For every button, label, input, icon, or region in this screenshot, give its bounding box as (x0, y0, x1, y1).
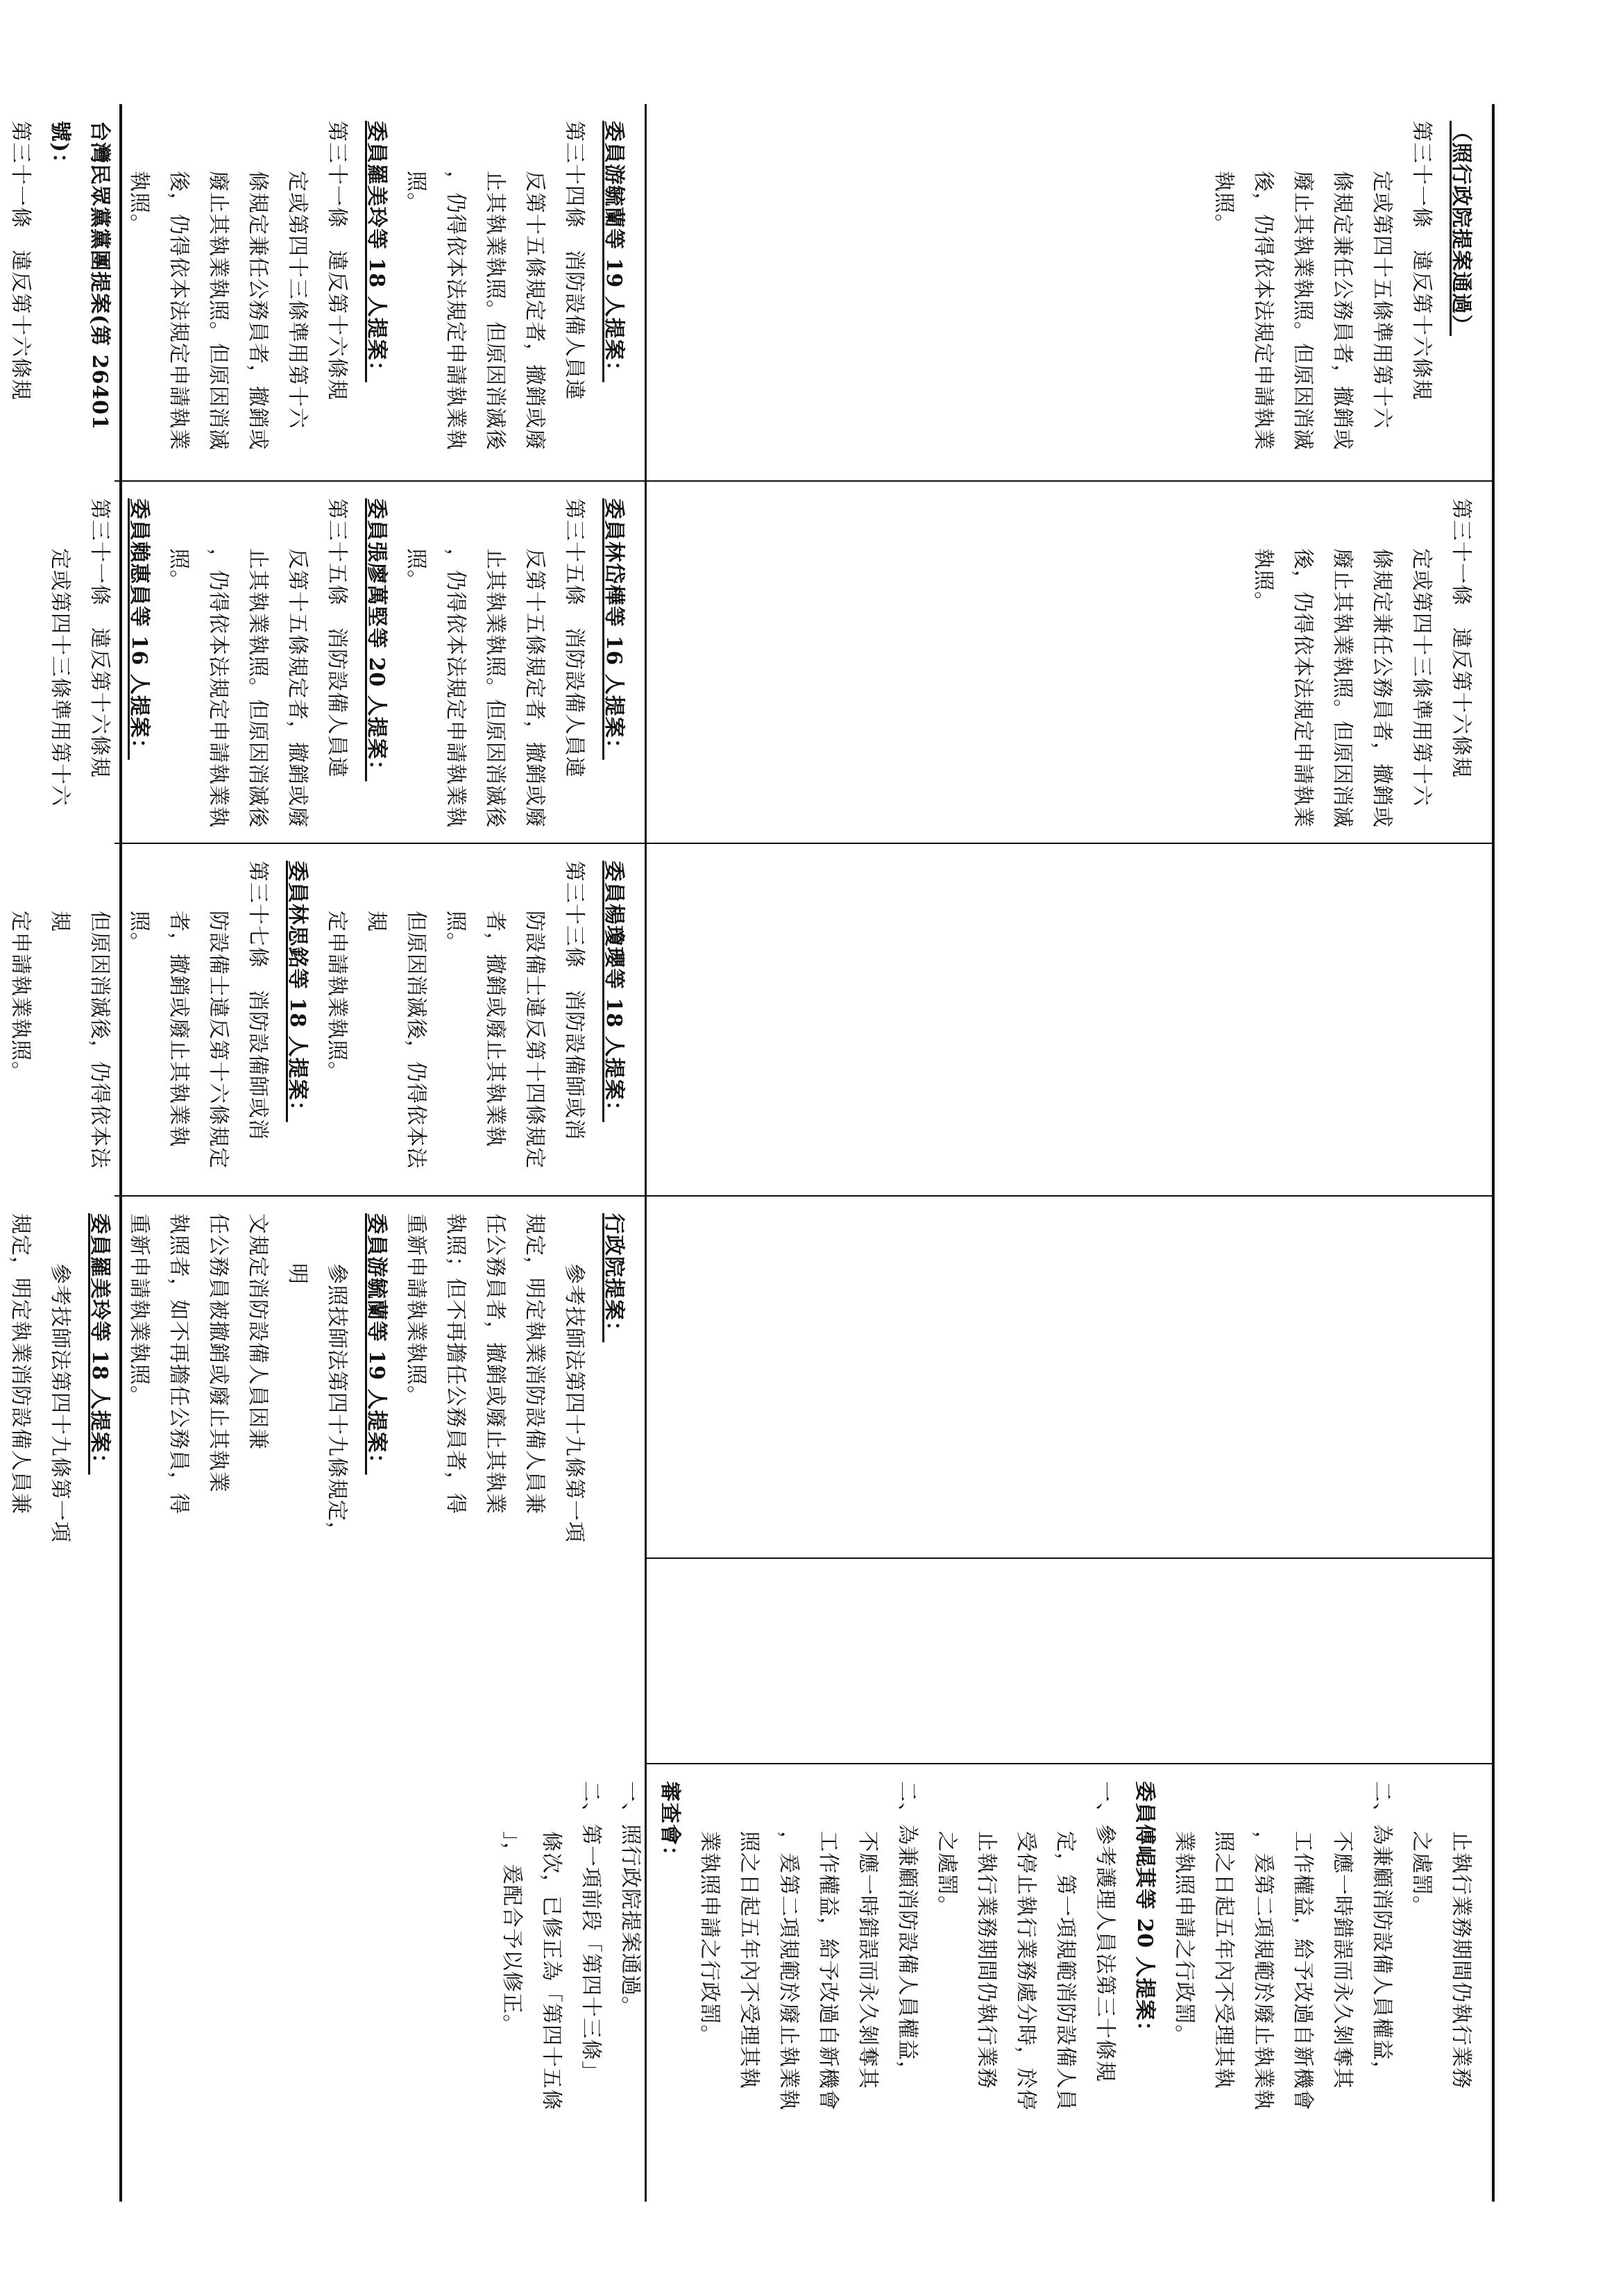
article-line: 第三十一條 違反第十六條規 (1449, 498, 1473, 778)
explanation-line: 二、為兼顧消防設備人員權益， (895, 1781, 919, 2082)
article-line: 執照。 (127, 171, 151, 235)
cell-executive-proposal (647, 482, 1492, 844)
explanation-line: 規定，明定執業消防設備人員兼 (8, 1213, 33, 1514)
explanation-line: 參考技師法第四十九條第一項 (48, 1263, 72, 1543)
proposer-heading: 委員張廖萬堅等 20 人提案： (364, 498, 389, 782)
explanation-line: 二、第一項前段「第四十三條」 (579, 1781, 603, 2082)
article-line: ，仍得依本法規定申請執業執 (206, 548, 230, 828)
explanation-line: 止執行業務期間仍執行業務 (974, 1831, 999, 2089)
article-line: 反第十五條規定者，撤銷或廢 (285, 548, 309, 828)
article-line: 定或第四十三條準用第十六 (48, 548, 72, 807)
explanation-line: 條次，已修正為「第四十五條 (539, 1831, 563, 2111)
explanation-line: 規定，明定執業消防設備人員兼 (522, 1213, 547, 1514)
proposer-heading: 委員游毓蘭等 19 人提案： (364, 1213, 389, 1475)
proposer-heading (0, 861, 1, 1181)
article-line: 反第十五條規定者，撤銷或廢 (522, 171, 547, 450)
explanation-line: 執照；但不再擔任公務員者，得 (443, 1213, 468, 1514)
explanation-line: 照之日起五年內不受理其執 (1212, 1831, 1236, 2089)
review-heading: 審查會： (658, 1781, 682, 1867)
article-line: 止其執業執照。但原因消滅後 (483, 171, 507, 450)
explanation-line (0, 1213, 1, 1545)
cell-passed-text (647, 104, 1492, 482)
explanation-line: 文規定消防設備人員因兼 (246, 1213, 270, 1450)
explanation-line: 業執照申請之行政罰。 (1172, 1831, 1196, 2046)
article-line: 廢止其執業執照。但原因消滅 (1291, 171, 1315, 450)
proposer-heading: 委員傅崐萁等 20 人提案： (1132, 1781, 1157, 2043)
article-line: 但原因消滅後，仍得依本法規 (364, 911, 428, 1169)
cell-empty (647, 1559, 1492, 1764)
article-line: 條規定兼任公務員者，撤銷或 (1370, 548, 1394, 828)
explanation-line: 照之日起五年內不受理其執 (737, 1831, 761, 2089)
proposer-heading: 號)： (48, 121, 72, 175)
explanation-line: 工作權益，給予改過自新機會 (816, 1831, 840, 2111)
article-line: 照。 (404, 171, 428, 214)
article-line: 廢止其執業執照。但原因消滅 (1330, 548, 1354, 828)
article-line: 反第十五條規定者，撤銷或廢 (522, 548, 547, 828)
article-line: 定申請執業執照。 (325, 911, 349, 1083)
article-line: 第三十五條 消防設備人員違 (562, 498, 586, 778)
article-line: 照。 (167, 548, 191, 591)
article-line: 定或第四十三條準用第十六 (1409, 548, 1434, 807)
cell-proposals-b (48, 482, 645, 844)
article-line: 第三十一條 違反第十六條規 (1409, 121, 1434, 400)
explanation-line: 不應一時錯誤而永久剝奪其 (1330, 1831, 1354, 2089)
explanation-line: 參照技師法第四十九條規定，明 (285, 1263, 349, 1543)
explanation-line: 不應一時錯誤而永久剝奪其 (856, 1831, 880, 2089)
explanation-line: 重新申請執業執照。 (127, 1213, 151, 1407)
article-line: 執照。 (1251, 548, 1275, 613)
article-line: 第三十一條 違反第十六條規 (325, 121, 349, 400)
article-line: 後，仍得依本法規定申請執業 (1291, 548, 1315, 828)
article-line: 止其執業執照。但原因消滅後 (246, 548, 270, 828)
explanation-line: 二、為兼顧消防設備人員權益， (1370, 1781, 1394, 2082)
explanation-line: ，爰第二項規範於廢止執業執 (776, 1831, 801, 2111)
explanation-line: 執照者，如不再擔任公務員，得 (167, 1213, 191, 1514)
cell-empty (647, 844, 1492, 1197)
explanation-line: 受停止執行業務處分時，於停 (1014, 1831, 1038, 2111)
explanation-line: 一、照行政院提案通過。 (618, 1781, 643, 2018)
explanation-line: 任公務員被撤銷或廢止其執業 (206, 1213, 230, 1493)
article-line: 後，仍得依本法規定申請執業 (167, 171, 191, 450)
article-line: ，仍得依本法規定申請執業執 (443, 171, 468, 450)
article-line: 防設備士違反第十六條規定 (206, 911, 230, 1169)
proposer-heading: 委員楊瓊瓔等 18 人提案： (602, 861, 626, 1122)
explanation-line: 定，第一項規範消防設備人員 (1053, 1831, 1078, 2111)
article-line: 後，仍得依本法規定申請執業 (1251, 171, 1275, 450)
explanation-line: ，爰第二項規範於廢止執業執 (1251, 1831, 1275, 2111)
proposer-heading: 台灣民眾黨黨團提案(第 26401 (87, 121, 112, 431)
article-line: 條規定兼任公務員者，撤銷或 (246, 171, 270, 450)
article-line: 定申請執業執照。 (8, 911, 33, 1083)
cell-proposals-a (8, 104, 645, 482)
explanation-line: 止執行業務期間仍執行業務 (1449, 1831, 1473, 2089)
explanation-line: 參考技師法第四十九條第一項 (562, 1263, 586, 1543)
table-row-lower (8, 104, 647, 2202)
article-line: ，仍得依本法規定申請執業執 (443, 548, 468, 828)
rotated-page (8, 104, 1495, 2202)
article-line: 廢止其執業執照。但原因消滅 (206, 171, 230, 450)
proposer-heading: 委員游毓蘭等 19 人提案： (602, 121, 626, 382)
article-line: 但原因消滅後，仍得依本法規 (48, 911, 112, 1169)
proposer-heading: 委員賴惠員等 16 人提案： (127, 498, 151, 760)
proposer-heading: 委員林岱樺等 16 人提案： (602, 498, 626, 760)
explanation-line: 任公務員者，撤銷或廢止其執業 (483, 1213, 507, 1514)
explanation-line: 重新申請執業執照。 (404, 1213, 428, 1407)
proposer-heading: 委員羅美玲等 18 人提案： (87, 1213, 112, 1475)
cell-explanation (500, 1764, 1492, 2202)
article-line: 第三十三條 消防設備師或消 (562, 861, 586, 1140)
proposer-heading: 委員羅美玲等 18 人提案： (364, 121, 389, 382)
article-line: 者，撤銷或廢止其執業執照。 (127, 911, 191, 1147)
cell-proposals-c (8, 844, 645, 1197)
explanation-line: 之處罰。 (935, 1831, 959, 1917)
cell-empty (647, 1197, 1492, 1559)
article-line: 第三十一條 違反第十六條規 (8, 121, 33, 400)
proposer-heading: 行政院提案： (602, 1213, 626, 1342)
comparison-table (8, 104, 1495, 2202)
explanation-line: 業執照申請之行政罰。 (697, 1831, 722, 2046)
article-line: 定或第四十三條準用第十六 (285, 171, 309, 429)
article-line: 者，撤銷或廢止其執業執照。 (443, 911, 507, 1147)
article-line: 止其執業執照。但原因消滅後 (483, 548, 507, 828)
article-line: 第三十五條 消防設備人員違 (325, 498, 349, 778)
explanation-line: 之處罰。 (1409, 1831, 1434, 1917)
proposer-heading: 委員林思銘等 18 人提案： (285, 861, 309, 1122)
article-line: 防設備士違反第十四條規定 (522, 911, 547, 1169)
article-line: 第三十四條 消防設備人員違 (562, 121, 586, 400)
explanation-line: 工作權益，給予改過自新機會 (1291, 1831, 1315, 2111)
article-line: 第三十一條 違反第十六條規 (87, 498, 112, 778)
explanation-line: 一、參考護理人員法第三十條規 (1093, 1781, 1117, 2082)
article-line: 定或第四十五條準用第十六 (1370, 171, 1394, 429)
article-line: 條規定兼任公務員者，撤銷或 (1330, 171, 1354, 450)
cell-explanations (8, 1197, 645, 1559)
article-line: 第三十七條 消防設備師或消 (246, 861, 270, 1140)
article-line: 照。 (404, 548, 428, 591)
article-line: 執照。 (1212, 171, 1236, 235)
cell-header: （照行政院提案通過） (1449, 121, 1473, 336)
explanation-line: 」，爰配合予以修正。 (500, 1831, 524, 2036)
